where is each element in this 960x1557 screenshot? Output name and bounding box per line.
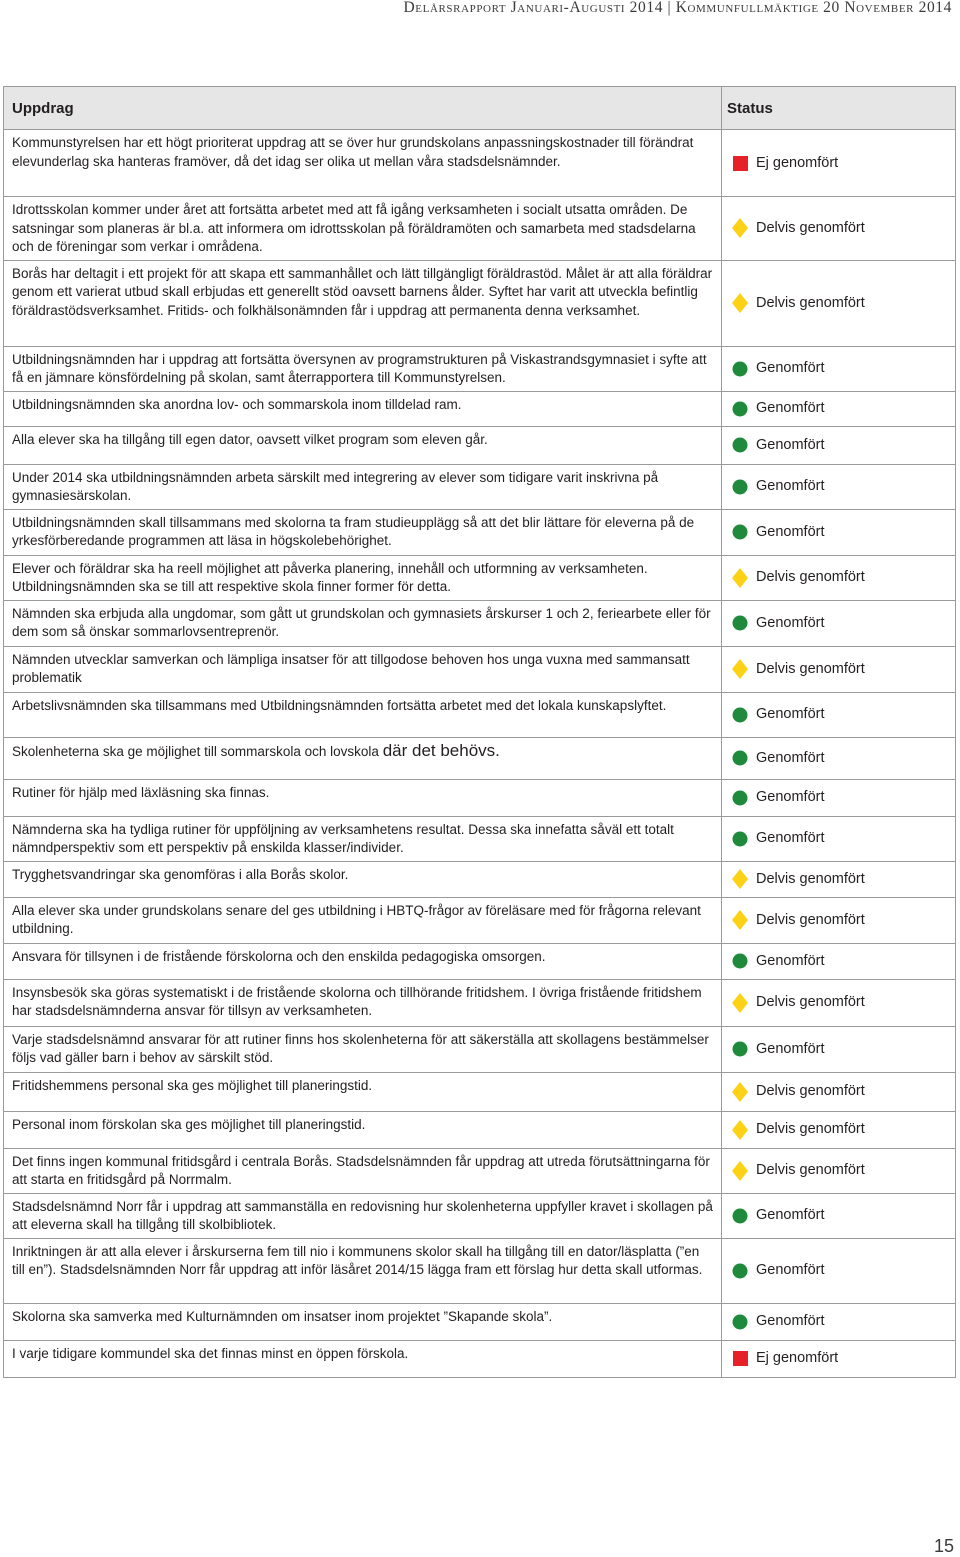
table-row — [4, 197, 956, 261]
assignment-description: Nämnden utvecklar samverkan och lämpliga insatser för att tillgodose behoven hos unga vuxna med sammansatt problematik — [12, 651, 690, 685]
green-circle-icon — [730, 437, 750, 453]
status-cell — [722, 816, 956, 861]
status-label: Genomfört — [756, 1207, 825, 1224]
status-label: Delvis genomfört — [756, 569, 865, 586]
status-symbol — [733, 525, 748, 540]
status-symbol — [732, 1120, 748, 1140]
assignment-text — [4, 426, 722, 464]
status-label: Genomfört — [756, 749, 825, 766]
assignment-description: I varje tidigare kommundel ska det finnas minst en öppen förskola. — [12, 1345, 409, 1361]
assignment-description: Varje stadsdelsnämnd ansvarar för att rutiner finns hos skolenheterna för att säkerställa att skollagens bestämmelser följs vad gäller barn i behov av särskilt stöd. — [12, 1031, 709, 1065]
assignments-table — [3, 86, 956, 1378]
green-circle-icon — [730, 1263, 750, 1279]
table-row — [4, 779, 956, 816]
status-label: Delvis genomfört — [756, 870, 865, 887]
table-row — [4, 646, 956, 692]
red-square-icon — [730, 156, 750, 171]
status-label: Genomfört — [756, 436, 825, 453]
status-label: Genomfört — [756, 400, 825, 417]
status-label: Genomfört — [756, 360, 825, 377]
running-header: Delårsrapport Januari-Augusti 2014 | Kommunfullmäktige 20 November 2014 — [403, 0, 952, 16]
status-cell — [722, 1193, 956, 1238]
yellow-diamond-icon — [730, 1082, 750, 1102]
table-row — [4, 692, 956, 737]
table-row — [4, 555, 956, 600]
assignment-text — [4, 1340, 722, 1377]
assignment-text — [4, 737, 722, 779]
table-row — [4, 130, 956, 197]
green-circle-icon — [730, 1041, 750, 1057]
green-circle-icon — [730, 750, 750, 766]
assignment-description: Utbildningsnämnden skall tillsammans med skolorna ta fram studieupplägg så att det blir lättare för eleverna på de yrkesförberedande programmen att läsa in högskolebehörighet. — [12, 514, 695, 548]
column-header-task: Uppdrag — [4, 87, 722, 130]
assignment-description: Utbildningsnämnden har i uppdrag att fortsätta översynen av programstrukturen på Viskastrandsgymnasiet i syfte att få en jämnare könsfördelning på skolan, samt återrapportera till Kommunstyrelsen. — [12, 351, 707, 385]
assignment-text — [4, 646, 722, 692]
status-label: Genomfört — [756, 1262, 825, 1279]
yellow-diamond-icon — [730, 568, 750, 588]
assignment-text — [4, 779, 722, 816]
status-cell — [722, 464, 956, 509]
table-row — [4, 509, 956, 555]
status-symbol — [733, 954, 748, 969]
status-symbol — [733, 707, 748, 722]
page-number: 15 — [933, 1536, 954, 1556]
table-row — [4, 426, 956, 464]
assignment-description: Fritidshemmens personal ska ges möjlighet till planeringstid. — [12, 1077, 373, 1093]
yellow-diamond-icon — [730, 1161, 750, 1181]
assignment-text — [4, 816, 722, 861]
status-label: Delvis genomfört — [756, 1162, 865, 1179]
green-circle-icon — [730, 1208, 750, 1224]
table-row — [4, 861, 956, 897]
status-cell — [722, 692, 956, 737]
yellow-diamond-icon — [730, 910, 750, 930]
status-symbol — [733, 751, 748, 766]
status-label: Genomfört — [756, 1313, 825, 1330]
status-cell — [722, 897, 956, 943]
assignment-text — [4, 509, 722, 555]
assignment-text — [4, 1193, 722, 1238]
table-row — [4, 979, 956, 1026]
status-cell — [722, 197, 956, 261]
status-symbol — [733, 831, 748, 846]
assignment-text — [4, 391, 722, 426]
assignment-description: Elever och föräldrar ska ha reell möjlighet att påverka planering, innehåll och utformning av verksamheten. Utbildningsnämnden ska se till att respektive skola finner former för detta. — [12, 560, 648, 594]
assignment-description: Skolenheterna ska ge möjlighet till sommarskola och lovskola — [12, 743, 379, 759]
yellow-diamond-icon — [730, 218, 750, 238]
assignment-text — [4, 464, 722, 509]
status-cell — [722, 861, 956, 897]
status-symbol — [732, 293, 748, 313]
assignment-text — [4, 555, 722, 600]
status-symbol — [732, 218, 748, 238]
column-header-status: Status — [722, 87, 956, 130]
assignment-text — [4, 1148, 722, 1193]
status-cell — [722, 260, 956, 346]
status-symbol — [733, 438, 748, 453]
status-label: Delvis genomfört — [756, 994, 865, 1011]
status-label: Ej genomfört — [756, 154, 839, 171]
table-row — [4, 943, 956, 979]
assignment-text — [4, 897, 722, 943]
status-label: Delvis genomfört — [756, 220, 865, 236]
status-cell — [722, 979, 956, 1026]
status-symbol — [733, 361, 748, 376]
status-cell — [722, 943, 956, 979]
assignment-description: Utbildningsnämnden ska anordna lov- och sommarskola inom tilldelad ram. — [12, 396, 462, 412]
table-row — [4, 1072, 956, 1111]
status-cell — [722, 346, 956, 391]
status-label: Genomfört — [756, 706, 825, 723]
assignment-description: Ansvara för tillsynen i de fristående förskolorna och den enskilda pedagogiska omsorgen. — [12, 948, 546, 964]
assignment-description: Alla elever ska ha tillgång till egen dator, oavsett vilket program som eleven går. — [12, 431, 488, 447]
assignment-description: Under 2014 ska utbildningsnämnden arbeta särskilt med integrering av elever som tidigare varit inskrivna på gymnasiesärskolan. — [12, 469, 659, 503]
status-symbol — [733, 1263, 748, 1278]
status-symbol — [733, 1351, 748, 1366]
table-row — [4, 600, 956, 646]
assignment-description: Trygghetsvandringar ska genomföras i alla Borås skolor. — [12, 866, 349, 882]
table-row — [4, 1303, 956, 1340]
status-label: Genomfört — [756, 1040, 825, 1057]
table-row — [4, 816, 956, 861]
status-label: Delvis genomfört — [756, 911, 865, 928]
status-symbol — [733, 1042, 748, 1057]
green-circle-icon — [730, 831, 750, 847]
status-symbol — [733, 616, 748, 631]
yellow-diamond-icon — [730, 659, 750, 679]
assignment-description: Nämnden ska erbjuda alla ungdomar, som gått ut grundskolan och gymnasiets årskurser 1 och 2, feriearbete eller för dem som så önskar sommarlovsentreprenör. — [12, 605, 711, 639]
assignment-text — [4, 692, 722, 737]
assignment-description: Personal inom förskolan ska ges möjlighet till planeringstid. — [12, 1116, 366, 1132]
status-symbol — [733, 790, 748, 805]
assignment-text — [4, 600, 722, 646]
assignment-description: Stadsdelsnämnd Norr får i uppdrag att sammanställa en redovisning hur skolenheterna uppfyller kravet i skollagen på att eleverna skall ha tillgång till skolbibliotek. — [12, 1198, 713, 1232]
status-symbol — [733, 1208, 748, 1223]
status-symbol — [733, 401, 748, 416]
green-circle-icon — [730, 953, 750, 969]
red-square-icon — [730, 1351, 750, 1366]
status-symbol — [732, 993, 748, 1013]
assignment-description: Skolorna ska samverka med Kulturnämnden om insatser inom projektet ”Skapande skola”. — [12, 1308, 553, 1324]
green-circle-icon — [730, 524, 750, 540]
green-circle-icon — [730, 790, 750, 806]
assignment-text — [4, 943, 722, 979]
status-symbol — [733, 1314, 748, 1329]
assignment-text — [4, 979, 722, 1026]
assignment-description: Inriktningen är att alla elever i årskurserna fem till nio i kommunens skolor skall ha tillgång till en dator/läsplatta (”en till en”). Stadsdelsnämnden Norr får uppdrag att inför läsåret 2014/15 lägga fram ett förslag hur detta skall utformas. — [12, 1243, 703, 1277]
assignment-description: Nämnderna ska ha tydliga rutiner för uppföljning av verksamhetens resultat. Dessa ska innefatta såväl ett totalt nämndperspektiv som ett perspektiv på enskilda klasser/individer. — [12, 821, 674, 855]
table-row — [4, 260, 956, 346]
status-cell — [722, 737, 956, 779]
assignment-text — [4, 260, 722, 346]
status-cell — [722, 426, 956, 464]
assignment-description: Kommunstyrelsen har ett högt prioriterat uppdrag att se över hur grundskolans anpassningskostnader till förändrat elevunderlag ska hanteras framöver, då det idag ser olika ut mellan våra stadsdelsnämnder. — [12, 135, 694, 169]
status-cell — [722, 1072, 956, 1111]
status-label: Ej genomfört — [756, 1350, 839, 1367]
status-cell — [722, 391, 956, 426]
green-circle-icon — [730, 401, 750, 417]
table-row — [4, 464, 956, 509]
status-cell — [722, 130, 956, 197]
assignment-text — [4, 197, 722, 261]
status-cell — [722, 1026, 956, 1072]
table-row — [4, 1340, 956, 1377]
assignment-text — [4, 346, 722, 391]
green-circle-icon — [730, 707, 750, 723]
status-cell — [722, 509, 956, 555]
assignment-description: Idrottsskolan kommer under året att fortsätta arbetet med att få igång verksamheten i socialt utsatta områden. De satsningar som planeras är bl.a. att informera om idrottsskolan på föräldramöten och samarbeta med stadsdelarna och de föreningar som verkar i områdena. — [12, 202, 696, 254]
status-label: Delvis genomfört — [756, 1083, 865, 1100]
status-symbol — [733, 156, 748, 171]
status-symbol — [732, 910, 748, 930]
yellow-diamond-icon — [730, 869, 750, 889]
table-row — [4, 737, 956, 779]
yellow-diamond-icon — [730, 993, 750, 1013]
table-header-row — [4, 87, 956, 130]
status-symbol — [732, 568, 748, 588]
table-row — [4, 391, 956, 426]
assignment-description: Insynsbesök ska göras systematiskt i de fristående skolorna och tillhörande fritidshem. I övriga fristående fritidshem har stadsdelsnämnderna ansvar för tillsyn av verksamheten. — [12, 984, 702, 1018]
status-cell — [722, 555, 956, 600]
table-row — [4, 1148, 956, 1193]
status-cell — [722, 646, 956, 692]
assignment-description: Arbetslivsnämnden ska tillsammans med Utbildningsnämnden fortsätta arbetet med det lokala kunskapslyftet. — [12, 697, 667, 713]
status-label: Genomfört — [756, 789, 825, 806]
table-row — [4, 1238, 956, 1303]
table-row — [4, 346, 956, 391]
status-cell — [722, 1340, 956, 1377]
green-circle-icon — [730, 615, 750, 631]
status-cell — [722, 1148, 956, 1193]
status-cell — [722, 1303, 956, 1340]
status-label: Genomfört — [756, 952, 825, 969]
assignment-text — [4, 130, 722, 197]
assignment-description-large: där det behövs. — [382, 740, 500, 760]
assignment-description: Rutiner för hjälp med läxläsning ska finnas. — [12, 784, 270, 800]
status-label: Genomfört — [756, 830, 825, 847]
status-symbol — [732, 869, 748, 889]
status-label: Genomfört — [756, 614, 825, 631]
table-row — [4, 1026, 956, 1072]
assignment-description: Alla elever ska under grundskolans senare del ges utbildning i HBTQ-frågor av föreläsare med för frågorna relevant utbildning. — [12, 902, 701, 936]
status-label: Genomfört — [756, 478, 825, 495]
status-label: Delvis genomfört — [756, 294, 865, 311]
table-row — [4, 1111, 956, 1148]
status-symbol — [733, 479, 748, 494]
status-symbol — [732, 1161, 748, 1181]
green-circle-icon — [730, 361, 750, 377]
assignment-description: Borås har deltagit i ett projekt för att skapa ett sammanhållet och lätt tillgängligt föräldrastöd. Målet är att alla föräldrar genom ett varierat utbud skall erbjudas ett generellt stöd oavsett barnens ålder. Syftet har varit att utveckla befintlig föräldrastödsverksamhet. Fritids- och folkhälsonämnden får i uppdrag att permanenta denna verksamhet. — [12, 265, 713, 318]
green-circle-icon — [730, 1314, 750, 1330]
assignment-text — [4, 861, 722, 897]
status-symbol — [732, 659, 748, 679]
assignment-text — [4, 1072, 722, 1111]
status-cell — [722, 779, 956, 816]
assignment-text — [4, 1303, 722, 1340]
yellow-diamond-icon — [730, 1120, 750, 1140]
status-cell — [722, 600, 956, 646]
table-row — [4, 897, 956, 943]
status-symbol — [732, 1082, 748, 1102]
yellow-diamond-icon — [730, 293, 750, 313]
status-cell — [722, 1238, 956, 1303]
assignment-text — [4, 1026, 722, 1072]
status-cell — [722, 1111, 956, 1148]
assignment-text — [4, 1111, 722, 1148]
assignment-description: Det finns ingen kommunal fritidsgård i centrala Borås. Stadsdelsnämnden får uppdrag att utreda förutsättningarna för att starta en fritidsgård på Norrmalm. — [12, 1153, 710, 1187]
status-label: Genomfört — [756, 523, 825, 540]
table-row — [4, 1193, 956, 1238]
assignment-text — [4, 1238, 722, 1303]
green-circle-icon — [730, 479, 750, 495]
status-label: Delvis genomfört — [756, 660, 865, 677]
status-label: Delvis genomfört — [756, 1121, 865, 1138]
